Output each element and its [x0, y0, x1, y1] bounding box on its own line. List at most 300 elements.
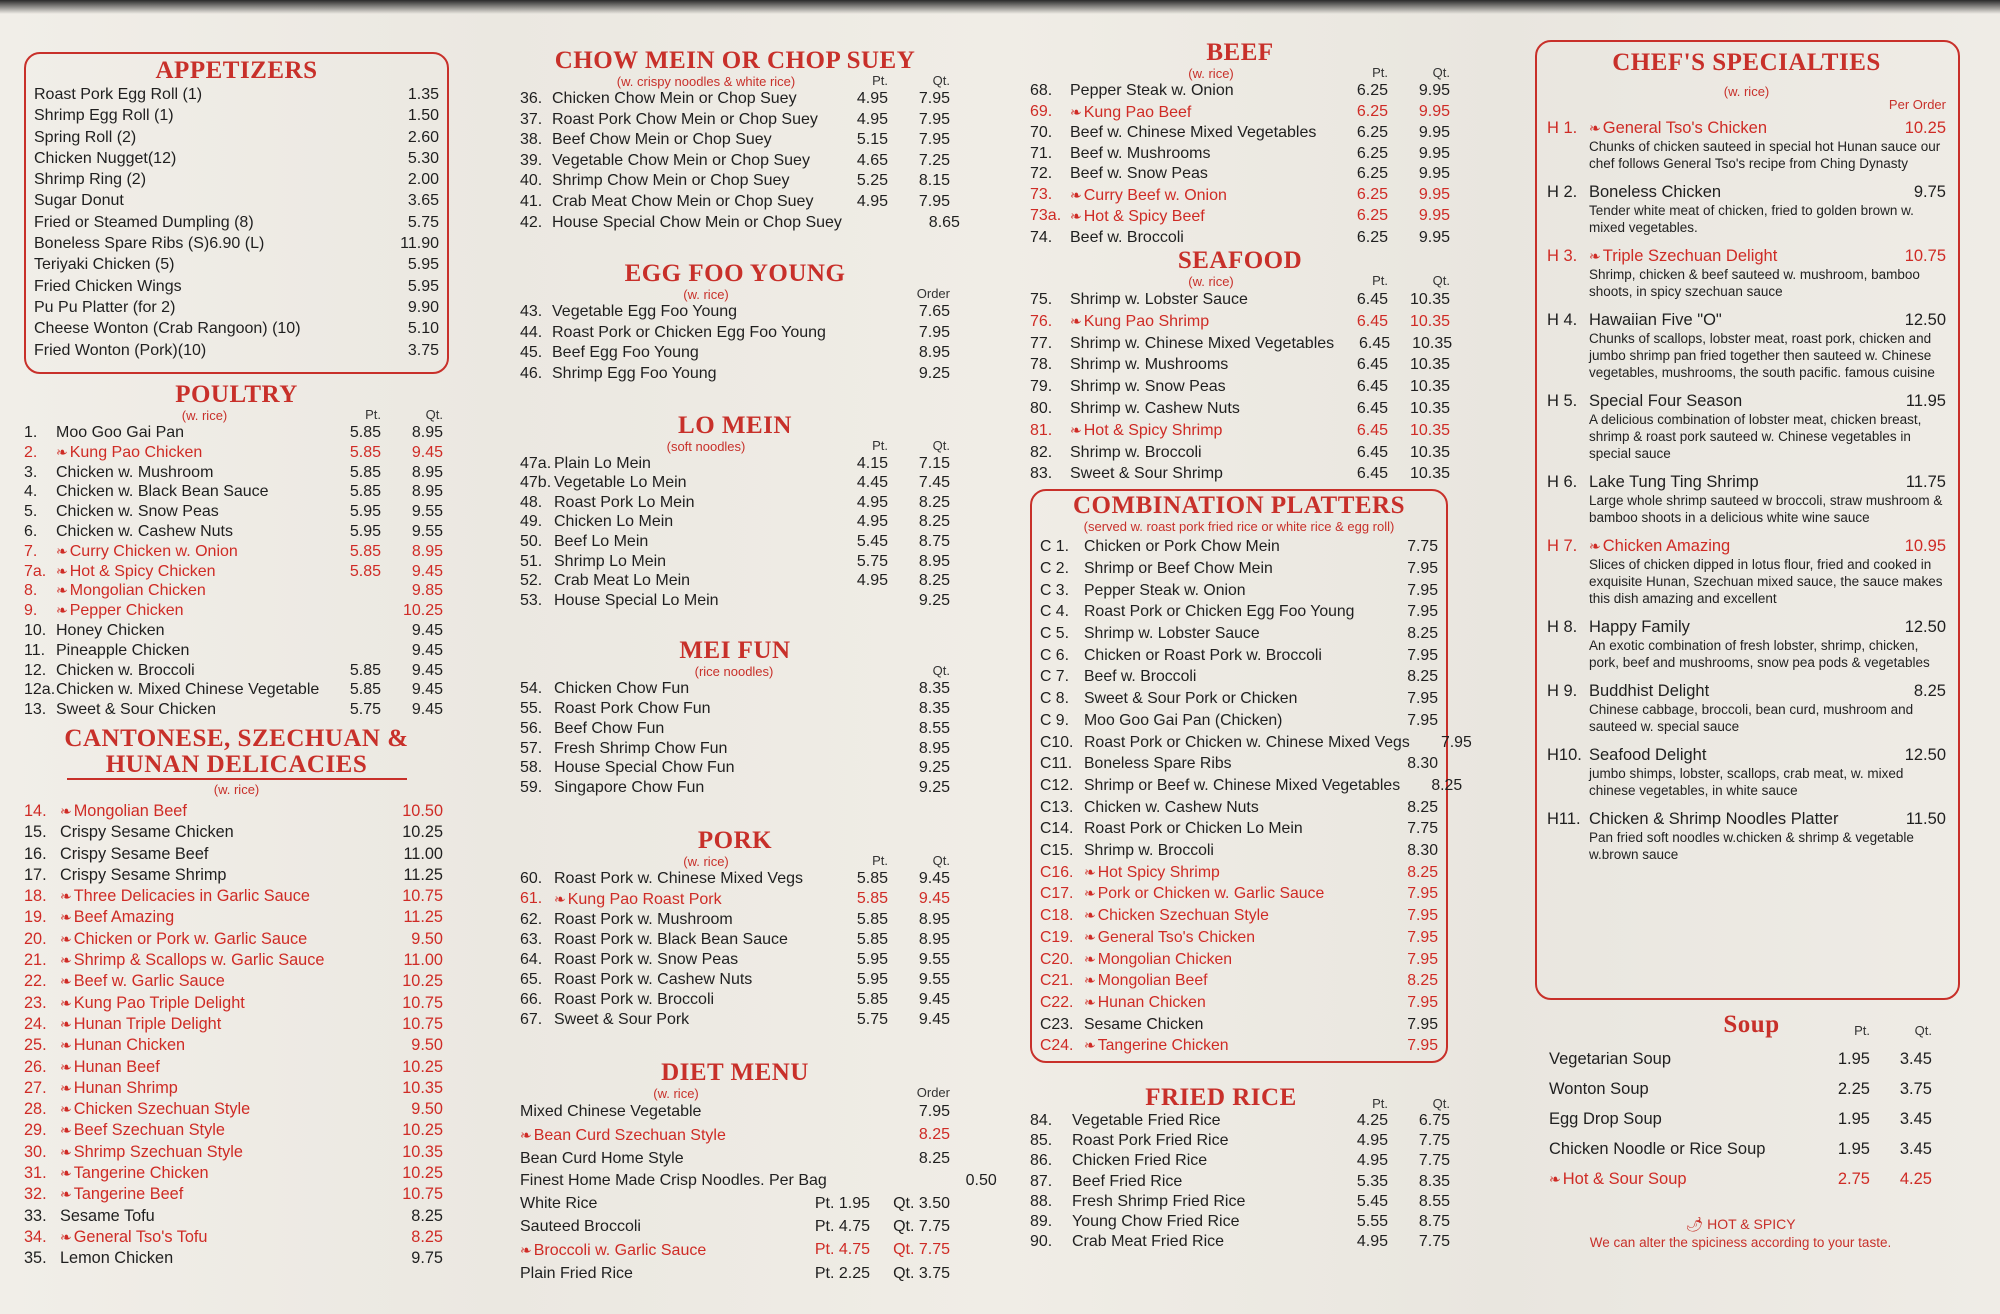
- item-name: [34, 148, 377, 169]
- item-number: 88.: [1030, 1192, 1053, 1210]
- item-name-text: Sauteed Broccoli: [520, 1218, 641, 1236]
- item-number: 35.: [24, 1249, 47, 1268]
- chow-mein-header: [520, 74, 950, 89]
- fried-rice-title: FRIED RICE: [1145, 1084, 1297, 1112]
- item-price-pint: 4.65: [856, 151, 888, 169]
- item-name: [60, 1163, 363, 1184]
- item-price-quart: 8.75: [1418, 1213, 1450, 1231]
- item-price: 7.95: [1407, 950, 1438, 968]
- item-name-text: Shrimp w. Cashew Nuts: [1070, 399, 1240, 417]
- item-price: 7.95: [1441, 733, 1472, 751]
- item-price-pint: 5.95: [349, 503, 381, 521]
- diet-menu-title: DIET MENU: [661, 1059, 809, 1087]
- item-name: [56, 423, 325, 443]
- item-price: 7.95: [1407, 581, 1438, 599]
- menu-item: [24, 1206, 443, 1227]
- item-name: [1084, 840, 1376, 862]
- item-name: [34, 276, 377, 297]
- item-name: [1072, 1232, 1332, 1252]
- menu-item: [1030, 185, 1450, 207]
- item-name: [60, 1120, 363, 1141]
- appetizers-list: [34, 84, 439, 361]
- menu-item: [1030, 442, 1450, 464]
- menu-item: [1040, 862, 1438, 884]
- item-name: [1084, 1014, 1376, 1036]
- item-price-quart: 9.45: [411, 562, 443, 580]
- menu-item: [1040, 840, 1438, 862]
- menu-item: [24, 844, 443, 865]
- item-name-text: Singapore Chow Fun: [554, 779, 705, 797]
- item-name: [34, 254, 377, 275]
- item-price: 7.95: [1407, 603, 1438, 621]
- pepper-icon: ❧: [1070, 103, 1082, 120]
- item-price-quart: 8.55: [918, 719, 950, 737]
- item-price-pint: 5.85: [349, 424, 381, 441]
- item-name-text: Sesame Chicken: [1084, 1015, 1204, 1033]
- item-name: [60, 929, 363, 950]
- item-number: 60.: [520, 870, 543, 888]
- pepper-icon: ❧: [60, 952, 72, 969]
- menu-item: [1549, 1104, 1932, 1134]
- specialty-description: A delicious combination of lobster meat, chicken breast, shrimp & roast pork sauteed w. Chinese vegetables in special sauce: [1589, 412, 1922, 461]
- item-name-text: Hunan Chicken: [1097, 993, 1206, 1011]
- menu-item: [1030, 1131, 1450, 1151]
- menu-item: [34, 105, 439, 126]
- item-name-text: Sweet & Sour Pork: [554, 1011, 690, 1029]
- menu-item: [520, 1263, 950, 1286]
- item-name-text: Roast Pork Lo Mein: [554, 493, 695, 511]
- menu-item: [1040, 992, 1438, 1014]
- item-number: 4.: [24, 483, 38, 501]
- menu-item: [520, 323, 950, 344]
- item-name: [554, 950, 832, 970]
- menu-item: [24, 801, 443, 822]
- item-price-pint: [780, 1148, 870, 1171]
- specialty-item: [1547, 617, 1946, 671]
- specialty-name-text: Lake Tung Ting Shrimp: [1589, 473, 1759, 491]
- menu-item: [34, 297, 439, 318]
- specialty-price: 12.50: [1904, 618, 1946, 636]
- egg-foo-young-subtitle: (w. rice): [683, 287, 729, 303]
- seafood-pt-header: Pt.: [1372, 273, 1388, 288]
- item-price-quart: 9.95: [1418, 185, 1450, 203]
- item-name-text: Mongolian Beef: [1097, 972, 1208, 990]
- lo-mein-pt-header: Pt.: [872, 437, 888, 453]
- item-name: [56, 581, 325, 601]
- menu-item: [520, 739, 950, 759]
- item-price-quart: 8.35: [1418, 1172, 1450, 1190]
- pepper-icon: ❧: [60, 1101, 72, 1118]
- menu-item: [1040, 905, 1438, 927]
- item-name: [56, 562, 325, 582]
- item-name: [554, 719, 832, 739]
- item-number: 22.: [24, 972, 47, 991]
- item-name-text: Hot & Spicy Shrimp: [1083, 421, 1223, 439]
- chow-mein-section: [520, 47, 960, 233]
- item-name-text: Beef Lo Mein: [554, 532, 649, 550]
- mei-fun-subtitle: (rice noodles): [694, 664, 774, 680]
- item-name: [554, 910, 832, 930]
- item-price-quart: 9.55: [411, 522, 443, 540]
- item-number: C 2.: [1040, 559, 1069, 577]
- item-name: [552, 171, 832, 192]
- fried-rice-pt-header: Pt.: [1372, 1096, 1388, 1112]
- item-name: [520, 1124, 780, 1148]
- item-price-pint: 1.95: [1837, 1110, 1870, 1128]
- item-name: [1084, 818, 1376, 840]
- item-number: 47b.: [520, 474, 552, 492]
- item-name: [34, 84, 377, 105]
- item-name-text: Chicken w. Cashew Nuts: [56, 522, 233, 540]
- item-name-text: Beef w. Snow Peas: [1070, 165, 1208, 182]
- item-price-pint: 6.25: [1356, 228, 1388, 246]
- specialty-header: [1547, 310, 1946, 330]
- menu-item: [1030, 463, 1450, 485]
- menu-item: [1030, 420, 1450, 442]
- specialty-name: [1589, 182, 1866, 202]
- item-number: C11.: [1040, 755, 1073, 773]
- item-name: [56, 502, 325, 522]
- menu-item: [520, 302, 950, 323]
- item-number: 67.: [520, 1011, 543, 1029]
- item-name: [554, 552, 832, 572]
- item-price-quart: 7.75: [1418, 1233, 1450, 1251]
- item-name: [56, 443, 325, 463]
- pepper-icon: ❧: [60, 930, 72, 947]
- lo-mein-section: [520, 413, 950, 611]
- fried-rice-qt-header: Qt.: [1432, 1096, 1450, 1112]
- pepper-icon: ❧: [520, 1126, 532, 1143]
- menu-item: [1030, 333, 1453, 355]
- menu-item: [24, 1035, 443, 1056]
- item-number: 79.: [1030, 378, 1053, 396]
- item-name-text: Crispy Sesame Beef: [60, 844, 209, 863]
- item-name: [1084, 710, 1376, 732]
- menu-item: [1030, 1212, 1450, 1232]
- menu-item: [1040, 710, 1438, 732]
- menu-item: [24, 971, 443, 992]
- item-price: 11.25: [403, 865, 443, 884]
- item-price-pint: 6.25: [1356, 144, 1388, 162]
- item-price-quart: 8.65: [928, 213, 960, 231]
- egg-foo-young-title: EGG FOO YOUNG: [624, 260, 846, 288]
- menu-item: [1040, 1014, 1438, 1036]
- item-name: [520, 1216, 780, 1239]
- item-number: 7.: [24, 542, 38, 560]
- item-price-quart: 8.35: [918, 680, 950, 698]
- item-price-pint: [832, 778, 888, 798]
- item-name-text: Cheese Wonton (Crab Rangoon) (10): [34, 320, 301, 338]
- item-price-quart: 7.95: [918, 1103, 950, 1121]
- item-price-quart: 9.25: [918, 779, 950, 797]
- specialty-header: [1547, 391, 1946, 411]
- item-number: 63.: [520, 931, 543, 949]
- item-price-pint: [842, 213, 898, 234]
- item-price-pint: Pt. 1.95: [814, 1195, 870, 1213]
- item-name: [554, 571, 832, 591]
- item-price-pint: [832, 591, 888, 611]
- item-name: [1549, 1074, 1814, 1104]
- item-name-text: Pork or Chicken w. Garlic Sauce: [1097, 885, 1325, 903]
- item-number: C20.: [1040, 950, 1074, 968]
- item-name: [1084, 883, 1376, 905]
- item-name-text: Moo Goo Gai Pan: [56, 424, 185, 441]
- pepper-icon: ❧: [1070, 421, 1082, 438]
- item-price: 10.75: [402, 887, 443, 906]
- item-name: [1084, 753, 1376, 775]
- fried-rice-header: [1030, 1085, 1450, 1111]
- column-3: [1030, 39, 1472, 1252]
- item-name: [554, 493, 832, 513]
- item-name-text: Shrimp Egg Roll (1): [34, 107, 174, 125]
- pork-title: PORK: [697, 827, 773, 855]
- menu-item: [1030, 311, 1450, 333]
- item-name-text: Kung Pao Shrimp: [1083, 312, 1210, 330]
- item-name: [1084, 970, 1376, 992]
- item-price-quart: Qt. 7.75: [893, 1240, 950, 1258]
- item-name-text: Kung Pao Triple Delight: [73, 993, 245, 1012]
- item-price: 11.25: [403, 908, 443, 927]
- item-number: C14.: [1040, 820, 1074, 838]
- chow-mein-title: CHOW MEIN OR CHOP SUEY: [554, 47, 916, 74]
- chow-mein-subtitle: (w. crispy noodles & white rice): [616, 74, 796, 89]
- item-name: [60, 1248, 363, 1269]
- item-name-text: Roast Pork Egg Roll (1): [34, 86, 203, 103]
- pepper-icon: ❧: [56, 602, 68, 619]
- menu-item: [1030, 376, 1450, 398]
- item-name-text: House Special Chow Mein or Chop Suey: [552, 213, 842, 231]
- item-price: 9.75: [411, 1249, 443, 1268]
- item-price-pint: 5.35: [1356, 1172, 1388, 1190]
- item-name: [554, 739, 832, 759]
- menu-item: [1549, 1044, 1932, 1074]
- item-number: C19.: [1040, 928, 1074, 946]
- combination-subtitle: (served w. roast pork fried rice or white rice & egg roll): [1083, 519, 1395, 535]
- item-price-pint: 5.85: [349, 483, 381, 501]
- pork-list: [520, 869, 950, 1030]
- menu-item: [24, 443, 443, 463]
- item-price-pint: 4.95: [856, 513, 888, 531]
- item-name-text: Teriyaki Chicken (5): [34, 256, 175, 274]
- specialty-number: H 7.: [1547, 537, 1578, 555]
- menu-item: [1040, 645, 1438, 667]
- item-price-pint: 4.95: [1356, 1233, 1388, 1251]
- item-name: [554, 889, 832, 910]
- item-name-text: Vegetable Egg Foo Young: [552, 303, 738, 321]
- menu-item: [34, 190, 439, 211]
- item-name-text: Sesame Tofu: [60, 1206, 155, 1225]
- item-name: [34, 127, 377, 148]
- specialty-price: 11.75: [1905, 473, 1946, 491]
- specialty-number: H 5.: [1547, 392, 1578, 410]
- item-name-text: House Special Lo Mein: [554, 591, 719, 609]
- item-price: 2.00: [407, 171, 439, 189]
- menu-item: [34, 254, 439, 275]
- item-name: [1070, 81, 1332, 102]
- item-number: C 7.: [1040, 668, 1069, 686]
- poultry-subtitle: (w. rice): [181, 408, 228, 423]
- item-number: 48.: [520, 493, 543, 511]
- item-name: [1549, 1164, 1814, 1194]
- item-number: 43.: [520, 303, 543, 321]
- menu-item: [1040, 970, 1438, 992]
- diet-menu-section: [520, 1059, 997, 1285]
- item-name-text: Crab Meat Lo Mein: [554, 572, 691, 590]
- item-price: 7.95: [1407, 993, 1438, 1011]
- beef-qt-header: Qt.: [1432, 65, 1450, 80]
- beef-header: [1030, 66, 1450, 81]
- item-name-text: Chicken w. Black Bean Sauce: [56, 483, 269, 501]
- item-price-pint: 5.85: [349, 661, 381, 679]
- pepper-icon: ❧: [60, 1037, 72, 1054]
- item-name: [60, 1142, 363, 1163]
- menu-item: [24, 522, 443, 542]
- item-name-text: Shrimp w. Lobster Sauce: [1070, 291, 1248, 308]
- menu-item: [24, 929, 443, 950]
- item-name-text: Beef Chow Mein or Chop Suey: [552, 131, 772, 149]
- item-name-text: Beef w. Broccoli: [1070, 228, 1184, 246]
- item-number: 26.: [24, 1057, 47, 1076]
- item-name-text: Beef w. Broccoli: [1084, 668, 1197, 686]
- item-price: 2.60: [407, 128, 439, 146]
- menu-item: [24, 1227, 443, 1248]
- item-price-quart: 8.95: [918, 739, 950, 757]
- item-name-text: Finest Home Made Crisp Noodles. Per Bag: [520, 1172, 827, 1190]
- specialty-header: [1547, 617, 1946, 637]
- item-price-quart: 8.95: [411, 424, 443, 441]
- cantonese-list: [24, 801, 449, 1270]
- item-price-pint: 4.25: [1356, 1112, 1388, 1130]
- pepper-icon: ❧: [1084, 885, 1096, 902]
- menu-item: [34, 212, 439, 233]
- item-name-text: Roast Pork w. Chinese Mixed Vegs: [554, 870, 804, 888]
- item-name-text: Crispy Sesame Chicken: [60, 823, 234, 842]
- item-number: 18.: [24, 887, 47, 906]
- pepper-icon: ❧: [60, 1143, 72, 1160]
- item-name-text: Chicken w. Mixed Chinese Vegetable: [56, 681, 320, 699]
- appetizers-title: APPETIZERS: [155, 57, 318, 84]
- item-price-pint: 5.85: [856, 911, 888, 929]
- item-name-text: Shrimp w. Snow Peas: [1070, 378, 1226, 396]
- item-price: 7.75: [1407, 820, 1438, 838]
- menu-item: [1040, 666, 1438, 688]
- item-number: 89.: [1030, 1213, 1053, 1231]
- item-price: 8.25: [1407, 863, 1438, 881]
- item-price: 7.95: [1407, 885, 1438, 903]
- menu-item: [1040, 580, 1438, 602]
- item-number: 68.: [1030, 82, 1053, 99]
- item-name: [552, 364, 832, 385]
- item-price-pint: 6.45: [1356, 465, 1388, 483]
- item-name: [56, 661, 325, 681]
- menu-item: [1549, 1074, 1932, 1104]
- item-number: 11.: [24, 641, 46, 659]
- item-name: [60, 844, 363, 865]
- specialty-name: [1589, 617, 1866, 637]
- beef-pt-header: Pt.: [1372, 65, 1388, 80]
- specialty-price: 11.95: [1905, 392, 1946, 410]
- specialty-item: [1547, 246, 1946, 300]
- pepper-icon: ❧: [1084, 993, 1096, 1010]
- item-name: [56, 542, 325, 562]
- specialty-description: Chunks of chicken sauteed in special hot Hunan sauce our chef follows General Tso's recipe from Ching Dynasty: [1589, 139, 1941, 171]
- item-name: [1072, 1151, 1332, 1171]
- item-price-pint: [325, 621, 381, 641]
- pepper-icon: ❧: [1589, 120, 1601, 136]
- item-name-text: Chicken or Roast Pork w. Broccoli: [1084, 646, 1322, 664]
- item-number: 76.: [1030, 312, 1053, 330]
- item-name-text: Hunan Triple Delight: [73, 1014, 222, 1033]
- pork-header: [520, 854, 950, 869]
- specialty-number: H 3.: [1547, 247, 1578, 265]
- item-price: 9.50: [411, 1036, 443, 1055]
- item-name-text: Mixed Chinese Vegetable: [520, 1103, 702, 1121]
- item-name: [56, 621, 325, 641]
- appetizers-box: [24, 52, 449, 374]
- poultry-title: POULTRY: [175, 381, 298, 408]
- item-number: 90.: [1030, 1233, 1053, 1251]
- column-2: [520, 40, 997, 1285]
- chefs-specialties-box: [1535, 40, 1960, 1000]
- item-name-text: Beef w. Mushrooms: [1070, 144, 1211, 162]
- specialty-item: [1547, 681, 1946, 735]
- pepper-icon: ❧: [60, 973, 72, 990]
- item-number: C18.: [1040, 907, 1074, 925]
- menu-item: [24, 1014, 443, 1035]
- item-name-text: Kung Pao Chicken: [69, 443, 203, 461]
- item-price: 7.95: [1407, 711, 1438, 729]
- menu-item: [1040, 623, 1438, 645]
- soup-qt-header: Qt.: [1914, 1023, 1932, 1038]
- item-name-text: Chicken Chow Fun: [554, 680, 690, 698]
- item-name-text: Moo Goo Gai Pan (Chicken): [1084, 711, 1283, 729]
- item-price-pint: 2.75: [1837, 1170, 1870, 1188]
- item-name: [60, 1057, 363, 1078]
- specialty-number: H 2.: [1547, 183, 1578, 201]
- item-price-pint: [832, 364, 888, 385]
- item-number: 75.: [1030, 291, 1053, 308]
- egg-foo-young-order-header: Order: [916, 286, 950, 302]
- menu-item: [24, 1142, 443, 1163]
- item-name-text: Young Chow Fried Rice: [1072, 1213, 1240, 1231]
- item-name: [520, 1263, 780, 1286]
- item-name-text: Hunan Chicken: [73, 1036, 186, 1055]
- menu-item: [520, 758, 950, 778]
- chefs-per-order-header: Per Order: [1888, 97, 1946, 112]
- item-number: 51.: [520, 552, 543, 570]
- pork-qt-header: Qt.: [932, 853, 950, 869]
- item-number: 77.: [1030, 334, 1053, 352]
- item-price: 5.75: [407, 213, 439, 231]
- item-price: 7.95: [1407, 1015, 1438, 1033]
- item-name-text: Three Delicacies in Garlic Sauce: [73, 887, 310, 906]
- menu-item: [520, 512, 950, 532]
- item-price-pint: 5.55: [1356, 1213, 1388, 1231]
- item-name-text: Shrimp & Scallops w. Garlic Sauce: [73, 951, 325, 970]
- cantonese-title-line1: CANTONESE, SZECHUAN &: [64, 724, 409, 752]
- item-name: [1084, 862, 1376, 884]
- pepper-icon: ❧: [1070, 208, 1082, 224]
- item-name-text: Roast Pork w. Broccoli: [554, 991, 715, 1009]
- menu-item: [520, 493, 950, 513]
- item-price: 10.25: [402, 1164, 443, 1182]
- menu-item: [34, 84, 439, 105]
- item-price: 8.25: [411, 1206, 443, 1225]
- item-price: 10.35: [402, 1078, 443, 1097]
- item-price-quart: 10.35: [1409, 443, 1450, 461]
- item-name-text: Shrimp Szechuan Style: [73, 1142, 243, 1161]
- menu-item: [520, 532, 950, 552]
